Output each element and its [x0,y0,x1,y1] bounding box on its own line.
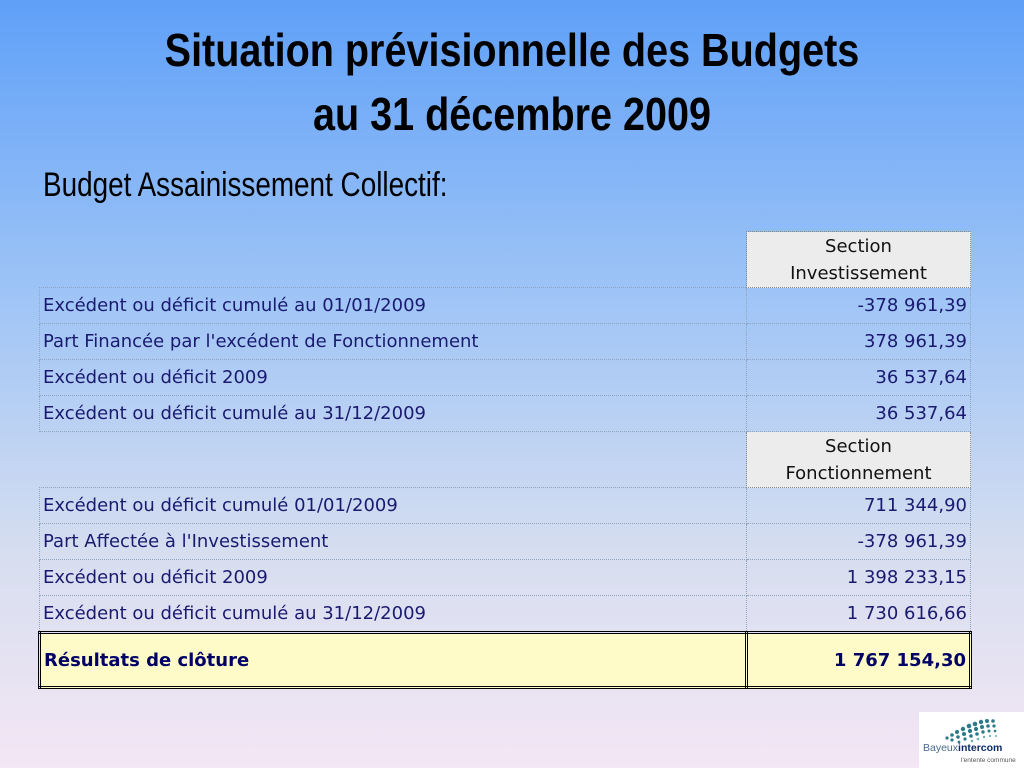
budget-table [38,231,972,689]
title-line-2: au 31 décembre 2009 [312,88,712,140]
logo-tagline: l'entente commune [961,757,1016,764]
row-value: 378 961,39 [747,324,971,360]
table-row [40,360,971,396]
row-value: 36 537,64 [747,360,971,396]
total-row [40,633,971,688]
table-row [40,488,971,524]
row-label: Excédent ou déficit 2009 [40,360,747,396]
logo-dots-icon [937,716,1007,744]
row-value: 36 537,64 [747,396,971,432]
budget-subtitle: Budget Assainissement Collectif: [43,166,448,204]
row-value: 1 398 233,15 [747,560,971,596]
row-label: Excédent ou déficit cumulé 01/01/2009 [40,488,747,524]
row-label: Excédent ou déficit 2009 [40,560,747,596]
row-value: 711 344,90 [747,488,971,524]
row-label: Part Financée par l'excédent de Fonctionnement [40,324,747,360]
bayeux-intercom-logo [919,712,1024,768]
row-label: Excédent ou déficit cumulé au 01/01/2009 [40,288,747,324]
investissement-header-row [40,232,971,288]
row-label: Excédent ou déficit cumulé au 31/12/2009 [40,396,747,432]
table-row [40,396,971,432]
row-label: Part Affectée à l'Investissement [40,524,747,560]
table-row [40,524,971,560]
logo-brand: Bayeuxintercom [923,742,1003,754]
table-row [40,560,971,596]
total-label: Résultats de clôture [40,633,747,688]
page-title [72,18,953,146]
row-label: Excédent ou déficit cumulé au 31/12/2009 [40,596,747,633]
table-row [40,288,971,324]
row-value: 1 730 616,66 [747,596,971,633]
fonctionnement-header-row [40,432,971,488]
total-value: 1 767 154,30 [747,633,971,688]
fonctionnement-header: Section Fonctionnement [747,432,971,488]
row-value: -378 961,39 [747,288,971,324]
row-value: -378 961,39 [747,524,971,560]
table-row [40,596,971,633]
table-row [40,324,971,360]
title-line-1: Situation prévisionnelle des Budgets [164,24,860,76]
investissement-header: Section Investissement [747,232,971,288]
